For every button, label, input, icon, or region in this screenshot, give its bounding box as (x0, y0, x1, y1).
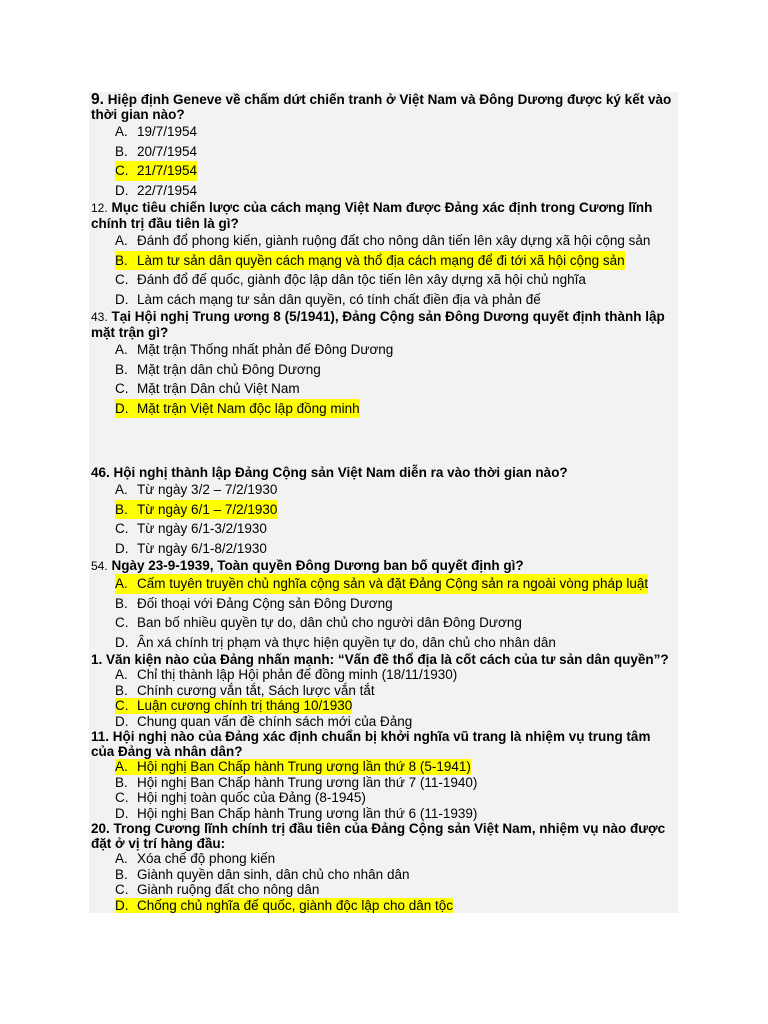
option-letter: D. (115, 540, 129, 556)
option-text: Từ ngày 6/1-3/2/1930 (137, 521, 267, 536)
question-text: Hiệp định Geneve về chấm dứt chiến tranh ở Việt Nam và Đông Dương được ký kết vào thời gian nào? (91, 92, 672, 122)
option-a (115, 340, 676, 360)
option-text: Mặt trận dân chủ Đông Dương (137, 361, 321, 377)
quiz-document (89, 92, 678, 913)
question-number: 20. (91, 821, 110, 836)
option-c-correct (115, 161, 676, 181)
question-text: Tại Hội nghị Trung ương 8 (5/1941), Đảng Cộng sản Đông Dương quyết định thành lập mặt trận gì? (91, 309, 665, 340)
option-letter: A. (115, 342, 128, 357)
option-text: Hội nghị Ban Chấp hành Trung ương lần thứ 7 (11-1940) (137, 774, 478, 790)
question-title (91, 465, 676, 480)
option-a-correct (115, 759, 676, 775)
option-c (115, 519, 676, 539)
option-list (91, 851, 676, 913)
option-list (91, 574, 676, 652)
option-letter: D. (115, 634, 129, 650)
option-letter: A. (115, 667, 128, 682)
question-title (91, 558, 676, 574)
option-letter: B. (115, 866, 128, 882)
option-list (91, 231, 676, 309)
option-text: Làm cách mạng tư sản dân quyền, có tính chất điền địa và phản đế (137, 291, 541, 307)
option-letter: B. (115, 251, 137, 271)
option-text: Giành ruộng đất cho nông dân (137, 882, 320, 897)
option-c-correct (115, 698, 676, 714)
option-d (115, 539, 676, 559)
option-b (115, 142, 676, 162)
option-text: Hội nghị toàn quốc của Đảng (8-1945) (137, 790, 366, 805)
option-b (115, 867, 676, 883)
option-text: Chống chủ nghĩa đế quốc, giành độc lập cho dân tộc (137, 897, 453, 913)
option-letter: C. (115, 882, 129, 897)
option-text: Hội nghị Ban Chấp hành Trung ương lần thứ 6 (11-1939) (137, 805, 478, 821)
option-text: Làm tư sản dân quyền cách mạng và thổ địa cách mạng để đi tới xã hội cộng sản (137, 251, 625, 271)
question-number: 1. (91, 652, 103, 667)
option-d (115, 181, 676, 201)
option-c (115, 270, 676, 290)
question-title (91, 92, 676, 122)
question-43 (91, 309, 676, 418)
option-text: Đánh đổ phong kiến, giành ruộng đất cho nông dân tiến lên xây dựng xã hội cộng sản (137, 233, 651, 248)
option-letter: A. (115, 851, 128, 866)
question-title (91, 309, 676, 340)
option-text: Từ ngày 6/1-8/2/1930 (137, 540, 267, 556)
option-b (115, 360, 676, 380)
option-list (91, 759, 676, 821)
option-text: Luận cương chính trị tháng 10/1930 (137, 698, 353, 713)
option-letter: C. (115, 790, 129, 805)
question-9 (91, 92, 676, 200)
question-text: Văn kiện nào của Đảng nhấn mạnh: “Vấn đề thổ địa là cốt cách của tư sản dân quyền”? (106, 652, 669, 667)
question-20 (91, 821, 676, 913)
question-54 (91, 558, 676, 652)
option-letter: A. (115, 759, 137, 775)
option-b (115, 594, 676, 614)
option-c (115, 882, 676, 898)
option-letter: D. (115, 399, 137, 419)
option-letter: B. (115, 682, 128, 698)
question-text: Hội nghị thành lập Đảng Cộng sản Việt Nam diễn ra vào thời gian nào? (113, 465, 568, 480)
option-d-correct (115, 399, 676, 419)
question-text: Trong Cương lĩnh chính trị đầu tiên của Đảng Cộng sản Việt Nam, nhiệm vụ nào được đặt ở vị trí hàng đầu: (91, 821, 666, 851)
option-letter: C. (115, 698, 137, 714)
option-letter: D. (115, 291, 129, 307)
question-number: 9. (91, 91, 104, 108)
option-letter: B. (115, 500, 137, 520)
question-title (91, 729, 676, 759)
option-text: Đánh đổ đế quốc, giành độc lập dân tộc tiến lên xây dựng xã hội chủ nghĩa (137, 272, 586, 287)
option-text: Chung quan vấn đề chính sách mới của Đảng (137, 713, 413, 729)
question-title (91, 652, 676, 667)
option-text: Chỉ thị thành lập Hội phản đế đồng minh (18/11/1930) (137, 667, 458, 682)
question-12 (91, 200, 676, 309)
option-text: Ân xá chính trị phạm và thực hiện quyền tự do, dân chủ cho nhân dân (137, 634, 556, 650)
option-b (115, 775, 676, 791)
option-letter: C. (115, 615, 129, 630)
option-text: Hội nghị Ban Chấp hành Trung ương lần thứ 8 (5-1941) (137, 759, 471, 774)
option-d-correct (115, 898, 676, 914)
option-letter: B. (115, 595, 128, 611)
option-a (115, 122, 676, 142)
option-b (115, 683, 676, 699)
question-title (91, 200, 676, 231)
option-text: 22/7/1954 (137, 182, 198, 198)
option-d (115, 806, 676, 822)
option-letter: A. (115, 124, 128, 139)
option-text: Chính cương vắn tắt, Sách lược vắn tắt (137, 682, 375, 698)
question-1 (91, 652, 676, 729)
option-list (91, 122, 676, 200)
option-text: Mặt trận Thống nhất phản đế Đông Dương (137, 342, 394, 357)
option-list (91, 340, 676, 418)
question-text: Mục tiêu chiến lược của cách mạng Việt Nam được Đảng xác định trong Cương lĩnh chính trị đầu tiên là gì? (91, 200, 653, 231)
option-d (115, 290, 676, 310)
option-list (91, 480, 676, 558)
option-text: Từ ngày 3/2 – 7/2/1930 (137, 482, 278, 497)
option-letter: D. (115, 805, 129, 821)
option-letter: A. (115, 233, 128, 248)
option-letter: C. (115, 272, 129, 287)
option-c (115, 613, 676, 633)
option-b-correct (115, 500, 676, 520)
compact-section (91, 652, 676, 913)
question-number: 43. (91, 310, 108, 324)
option-text: Mặt trận Dân chủ Việt Nam (137, 381, 300, 396)
option-letter: B. (115, 143, 128, 159)
option-text: 19/7/1954 (137, 124, 198, 139)
question-number: 54. (91, 559, 108, 573)
option-c (115, 379, 676, 399)
question-title (91, 821, 676, 851)
option-text: 20/7/1954 (137, 143, 198, 159)
option-list (91, 667, 676, 729)
option-letter: D. (115, 713, 129, 729)
question-11 (91, 729, 676, 821)
option-text: Xóa chế độ phong kiến (137, 851, 276, 866)
option-a (115, 667, 676, 683)
question-text: Ngày 23-9-1939, Toàn quyền Đông Dương ban bố quyết định gì? (111, 558, 524, 573)
option-letter: C. (115, 381, 129, 396)
option-letter: A. (115, 574, 137, 594)
option-text: Đối thoại với Đảng Cộng sản Đông Dương (137, 595, 393, 611)
option-d (115, 714, 676, 730)
question-46 (91, 465, 676, 558)
option-letter: B. (115, 361, 128, 377)
option-letter: A. (115, 482, 128, 497)
option-text: Mặt trận Việt Nam độc lập đồng minh (137, 399, 360, 419)
question-number: 12. (91, 201, 108, 215)
option-letter: C. (115, 161, 137, 181)
option-a-correct (115, 574, 676, 594)
option-text: Cấm tuyên truyền chủ nghĩa cộng sản và đặt Đảng Cộng sản ra ngoài vòng pháp luật (137, 574, 648, 594)
blank-gap (91, 418, 676, 465)
option-b-correct (115, 251, 676, 271)
option-letter: D. (115, 898, 137, 914)
option-text: Ban bố nhiều quyền tự do, dân chủ cho người dân Đông Dương (137, 615, 522, 630)
option-d (115, 633, 676, 653)
option-letter: B. (115, 774, 128, 790)
option-a (115, 480, 676, 500)
question-number: 11. (91, 729, 110, 744)
option-c (115, 790, 676, 806)
option-letter: C. (115, 521, 129, 536)
option-text: Từ ngày 6/1 – 7/2/1930 (137, 500, 277, 520)
option-letter: D. (115, 182, 129, 198)
question-text: Hội nghị nào của Đảng xác định chuẩn bị khởi nghĩa vũ trang là nhiệm vụ trung tâm của Đảng và nhân dân? (91, 729, 651, 759)
option-a (115, 851, 676, 867)
option-a (115, 231, 676, 251)
question-number: 46. (91, 465, 110, 480)
option-text: 21/7/1954 (137, 161, 197, 181)
option-text: Giành quyền dân sinh, dân chủ cho nhân dân (137, 866, 410, 882)
